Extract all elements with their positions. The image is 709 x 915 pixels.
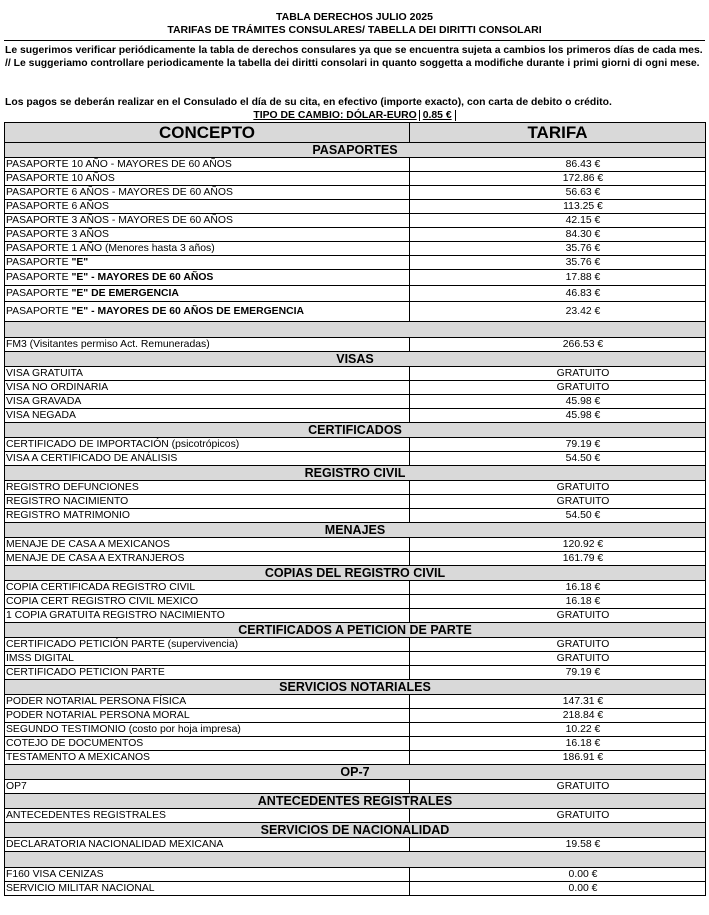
table-row	[5, 595, 706, 609]
table-row	[5, 172, 706, 186]
section-menajes: MENAJES	[5, 523, 706, 538]
exchange-rate-label: TIPO DE CAMBIO: DÓLAR-EURO	[253, 110, 417, 121]
concept-cell: TESTAMENTO A MEXICANOS	[5, 751, 410, 765]
section-header	[5, 765, 706, 780]
table-row	[5, 302, 706, 322]
section-nacionalidad: SERVICIOS DE NACIONALIDAD	[5, 823, 706, 838]
spacer-cell	[5, 852, 706, 868]
fee-cell: GRATUITO	[410, 381, 706, 395]
concept-cell: REGISTRO DEFUNCIONES	[5, 481, 410, 495]
fee-cell: 54.50 €	[410, 452, 706, 466]
concept-cell: MENAJE DE CASA A MEXICANOS	[5, 538, 410, 552]
fee-cell: 86.43 €	[410, 158, 706, 172]
table-row	[5, 286, 706, 302]
fee-cell: 45.98 €	[410, 395, 706, 409]
section-header	[5, 143, 706, 158]
table-row	[5, 509, 706, 523]
concept-cell: VISA NO ORDINARIA	[5, 381, 410, 395]
section-registro-civil: REGISTRO CIVIL	[5, 466, 706, 481]
concept-emphasis: "E"	[71, 257, 89, 268]
table-row	[5, 270, 706, 286]
section-header	[5, 823, 706, 838]
fee-cell: GRATUITO	[410, 809, 706, 823]
fee-cell: 54.50 €	[410, 509, 706, 523]
section-header	[5, 523, 706, 538]
fee-cell: 0.00 €	[410, 868, 706, 882]
concept-cell	[5, 256, 410, 270]
fee-cell: GRATUITO	[410, 780, 706, 794]
concept-cell: PODER NOTARIAL PERSONA MORAL	[5, 709, 410, 723]
concept-cell: SERVICIO MILITAR NACIONAL	[5, 882, 410, 896]
concept-cell: VISA A CERTIFICADO DE ANÁLISIS	[5, 452, 410, 466]
section-peticion: CERTIFICADOS A PETICION DE PARTE	[5, 623, 706, 638]
table-row	[5, 367, 706, 381]
concept-cell: PASAPORTE 6 AÑOS - MAYORES DE 60 AÑOS	[5, 186, 410, 200]
fees-table	[4, 122, 706, 896]
concept-cell: REGISTRO NACIMIENTO	[5, 495, 410, 509]
concept-cell	[5, 286, 410, 302]
fee-cell: 17.88 €	[410, 270, 706, 286]
fee-cell: GRATUITO	[410, 367, 706, 381]
table-header	[5, 123, 706, 143]
notice-text: Le sugerimos verificar periódicamente la tabla de derechos consulares ya que se encuentra sujeta a cambios los primeros días de cada mes. // Le suggeriamo controllare periodicamente la tabella dei diritti consolari in quanto soggetta a modifiche durante i primi giorni di ogni mese.	[4, 40, 705, 96]
concept-cell: DECLARATORIA NACIONALIDAD MEXICANA	[5, 838, 410, 852]
table-row	[5, 381, 706, 395]
fee-cell: 84.30 €	[410, 228, 706, 242]
concept-cell: PASAPORTE 3 AÑOS	[5, 228, 410, 242]
fee-cell: 19.58 €	[410, 838, 706, 852]
section-pasaportes: PASAPORTES	[5, 143, 706, 158]
table-row	[5, 242, 706, 256]
fee-cell: GRATUITO	[410, 495, 706, 509]
table-row	[5, 200, 706, 214]
fees-document	[4, 0, 705, 896]
concept-cell: REGISTRO MATRIMONIO	[5, 509, 410, 523]
fee-cell: 45.98 €	[410, 409, 706, 423]
fee-header: TARIFA	[410, 123, 706, 143]
fee-cell: 56.63 €	[410, 186, 706, 200]
table-row	[5, 609, 706, 623]
document-title: TABLA DERECHOS JULIO 2025	[276, 11, 433, 23]
section-op7: OP-7	[5, 765, 706, 780]
concept-emphasis: "E" - MAYORES DE 60 AÑOS DE EMERGENCIA	[71, 306, 304, 317]
concept-prefix: PASAPORTE	[6, 306, 72, 317]
table-row	[5, 581, 706, 595]
concept-emphasis: "E" DE EMERGENCIA	[71, 288, 179, 299]
fee-cell: 23.42 €	[410, 302, 706, 322]
table-row	[5, 438, 706, 452]
section-certificados: CERTIFICADOS	[5, 423, 706, 438]
section-header	[5, 423, 706, 438]
section-header	[5, 794, 706, 809]
table-row	[5, 552, 706, 566]
fee-cell: 79.19 €	[410, 666, 706, 680]
fee-cell: 218.84 €	[410, 709, 706, 723]
table-row	[5, 338, 706, 352]
table-row	[5, 495, 706, 509]
table-row	[5, 809, 706, 823]
section-antecedentes: ANTECEDENTES REGISTRALES	[5, 794, 706, 809]
table-row	[5, 638, 706, 652]
table-row	[5, 737, 706, 751]
concept-cell: PASAPORTE 6 AÑOS	[5, 200, 410, 214]
concept-emphasis: "E" - MAYORES DE 60 AÑOS	[71, 272, 214, 283]
concept-cell: COPIA CERTIFICADA REGISTRO CIVIL	[5, 581, 410, 595]
table-row	[5, 214, 706, 228]
concept-cell: VISA GRATUITA	[5, 367, 410, 381]
concept-header: CONCEPTO	[5, 123, 410, 143]
concept-cell: PODER NOTARIAL PERSONA FÍSICA	[5, 695, 410, 709]
section-header	[5, 623, 706, 638]
concept-cell: PASAPORTE 1 AÑO (Menores hasta 3 años)	[5, 242, 410, 256]
table-row	[5, 228, 706, 242]
section-header	[5, 352, 706, 367]
spacer-cell	[5, 322, 706, 338]
document-header	[4, 0, 705, 37]
concept-cell: PASAPORTE 10 AÑO - MAYORES DE 60 AÑOS	[5, 158, 410, 172]
table-row	[5, 751, 706, 765]
table-row	[5, 780, 706, 794]
section-copias: COPIAS DEL REGISTRO CIVIL	[5, 566, 706, 581]
concept-cell: F160 VISA CENIZAS	[5, 868, 410, 882]
fee-cell: 266.53 €	[410, 338, 706, 352]
fee-cell: 16.18 €	[410, 737, 706, 751]
fee-cell: GRATUITO	[410, 609, 706, 623]
table-row	[5, 395, 706, 409]
fee-cell: 42.15 €	[410, 214, 706, 228]
table-row	[5, 652, 706, 666]
fee-cell: 35.76 €	[410, 256, 706, 270]
table-row	[5, 256, 706, 270]
fee-cell: 120.92 €	[410, 538, 706, 552]
concept-cell: COPIA CERT REGISTRO CIVIL MEXICO	[5, 595, 410, 609]
table-row	[5, 882, 706, 896]
section-visas: VISAS	[5, 352, 706, 367]
table-row	[5, 709, 706, 723]
fee-cell: 147.31 €	[410, 695, 706, 709]
payment-text: Los pagos se deberán realizar en el Consulado el día de su cita, en efectivo (importe exacto), con carta de debito o crédito.	[5, 97, 612, 108]
fee-cell: 16.18 €	[410, 595, 706, 609]
fee-cell: 0.00 €	[410, 882, 706, 896]
concept-cell: SEGUNDO TESTIMONIO (costo por hoja impresa)	[5, 723, 410, 737]
section-header	[5, 566, 706, 581]
section-header	[5, 466, 706, 481]
fee-cell: 10.22 €	[410, 723, 706, 737]
table-row	[5, 481, 706, 495]
table-row	[5, 666, 706, 680]
section-notariales: SERVICIOS NOTARIALES	[5, 680, 706, 695]
spacer-row	[5, 322, 706, 338]
section-header	[5, 680, 706, 695]
table-row	[5, 186, 706, 200]
spacer-row	[5, 852, 706, 868]
concept-prefix: PASAPORTE	[6, 257, 72, 268]
concept-cell: VISA GRAVADA	[5, 395, 410, 409]
concept-cell: ANTECEDENTES REGISTRALES	[5, 809, 410, 823]
table-row	[5, 838, 706, 852]
fee-cell: GRATUITO	[410, 481, 706, 495]
fee-cell: 113.25 €	[410, 200, 706, 214]
document-subtitle: TARIFAS DE TRÁMITES CONSULARES/ TABELLA DEI DIRITTI CONSOLARI	[167, 24, 542, 36]
fee-cell: 35.76 €	[410, 242, 706, 256]
concept-cell: COTEJO DE DOCUMENTOS	[5, 737, 410, 751]
concept-cell: IMSS DIGITAL	[5, 652, 410, 666]
concept-cell: 1 COPIA GRATUITA REGISTRO NACIMIENTO	[5, 609, 410, 623]
fee-cell: 186.91 €	[410, 751, 706, 765]
concept-cell: FM3 (Visitantes permiso Act. Remuneradas)	[5, 338, 410, 352]
fee-cell: 46.83 €	[410, 286, 706, 302]
fee-cell: 161.79 €	[410, 552, 706, 566]
concept-prefix: PASAPORTE	[6, 288, 72, 299]
fee-cell: 172.86 €	[410, 172, 706, 186]
concept-cell: CERTIFICADO PETICION PARTE	[5, 666, 410, 680]
concept-cell: PASAPORTE 10 AÑOS	[5, 172, 410, 186]
fee-cell: 79.19 €	[410, 438, 706, 452]
concept-cell: CERTIFICADO PETICIÓN PARTE (supervivencia)	[5, 638, 410, 652]
table-row	[5, 723, 706, 737]
table-row	[5, 158, 706, 172]
concept-cell: CERTIFICADO DE IMPORTACIÓN (psicotrópicos)	[5, 438, 410, 452]
exchange-rate	[4, 109, 705, 122]
concept-prefix: PASAPORTE	[6, 272, 72, 283]
fee-cell: GRATUITO	[410, 652, 706, 666]
concept-cell: PASAPORTE 3 AÑOS - MAYORES DE 60 AÑOS	[5, 214, 410, 228]
fee-cell: GRATUITO	[410, 638, 706, 652]
concept-cell	[5, 270, 410, 286]
table-row	[5, 868, 706, 882]
table-row	[5, 409, 706, 423]
concept-cell: VISA NEGADA	[5, 409, 410, 423]
table-row	[5, 452, 706, 466]
concept-cell	[5, 302, 410, 322]
table-row	[5, 538, 706, 552]
concept-cell: MENAJE DE CASA A EXTRANJEROS	[5, 552, 410, 566]
fee-cell: 16.18 €	[410, 581, 706, 595]
concept-cell: OP7	[5, 780, 410, 794]
exchange-rate-value: 0.85 €	[419, 110, 456, 121]
table-row	[5, 695, 706, 709]
